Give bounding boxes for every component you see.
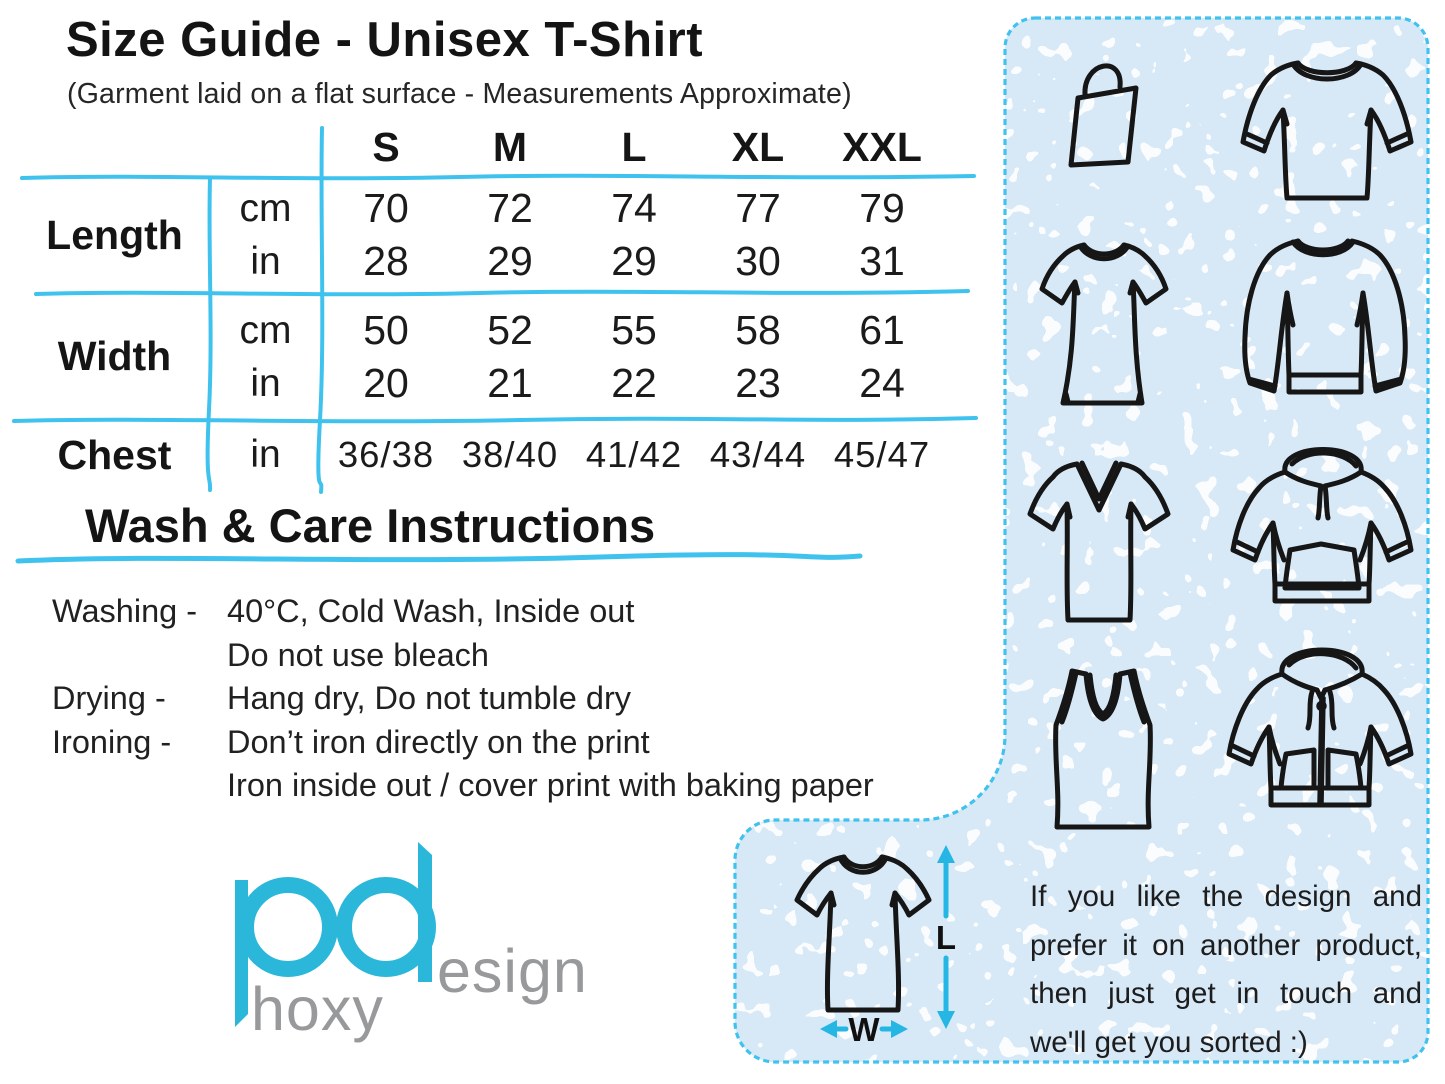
care-row-bleach	[52, 634, 874, 678]
width-in-xxl: 24	[859, 359, 905, 406]
chest-s: 36/38	[337, 434, 435, 475]
row-label-width: Width	[57, 333, 172, 379]
column-header-s: S	[372, 124, 400, 170]
length-in-m: 29	[487, 238, 533, 284]
care-text: Don’t iron directly on the print	[227, 723, 650, 760]
row-label-length: Length	[46, 211, 183, 258]
unit-in: in	[250, 361, 281, 405]
width-m	[448, 293, 572, 420]
care-text: Iron inside out / cover print with baking paper	[227, 767, 874, 804]
column-header-xxl: XXL	[842, 124, 922, 170]
logo-p-bowl	[246, 885, 330, 969]
care-instructions	[52, 590, 874, 808]
care-label: Drying -	[52, 680, 166, 717]
chest-m: 38/40	[461, 434, 559, 475]
note-line: If you like the design and	[1030, 880, 1422, 913]
row-label-chest: Chest	[57, 431, 172, 478]
logo-d-stem	[418, 842, 432, 982]
note-line: we'll get you sorted :)	[1030, 1025, 1308, 1059]
length-units	[207, 177, 324, 293]
width-units	[207, 293, 324, 420]
column-header-l: L	[621, 124, 647, 170]
unit-cm: cm	[239, 187, 292, 230]
logo-text-design: esign	[437, 937, 588, 1005]
care-label: Washing -	[52, 593, 198, 629]
width-xxl	[820, 293, 944, 420]
care-text: Do not use bleach	[227, 636, 489, 673]
width-s	[324, 293, 448, 420]
care-label	[52, 634, 227, 678]
care-row-drying	[52, 677, 874, 721]
length-in-l: 29	[611, 238, 657, 284]
width-in-l: 22	[611, 359, 657, 406]
logo-text-phoxy: hoxy	[251, 975, 384, 1043]
width-cm-xxl: 61	[859, 306, 905, 353]
unit-cm: cm	[239, 308, 292, 352]
length-cm-m: 72	[487, 185, 533, 231]
width-cm-xl: 58	[735, 306, 781, 353]
width-xl	[696, 293, 820, 420]
care-text: 40°C, Cold Wash, Inside out	[227, 593, 635, 629]
width-cm-l: 55	[611, 306, 657, 353]
width-cm-s: 50	[363, 306, 409, 353]
length-s	[324, 177, 448, 293]
length-cm-s: 70	[363, 185, 409, 231]
unit-in: in	[250, 240, 281, 283]
column-header-xl: XL	[731, 124, 785, 170]
length-in-s: 28	[363, 238, 409, 284]
care-row-iron-inside	[52, 764, 874, 808]
length-l	[572, 177, 696, 293]
care-row-washing	[52, 590, 874, 634]
care-label: Ironing -	[52, 723, 172, 760]
length-cm-xxl: 79	[859, 185, 905, 231]
care-heading: Wash & Care Instructions	[85, 499, 656, 552]
width-l	[572, 293, 696, 420]
page-title: Size Guide - Unisex T-Shirt	[66, 13, 704, 67]
width-in-s: 20	[363, 359, 409, 406]
length-in-xl: 30	[735, 238, 781, 284]
length-xl	[696, 177, 820, 293]
page-subtitle: (Garment laid on a flat surface - Measurements Approximate)	[67, 78, 852, 110]
length-in-xxl: 31	[859, 238, 905, 284]
care-text: Hang dry, Do not tumble dry	[227, 680, 632, 717]
care-label	[52, 764, 227, 808]
note-line: prefer it on another product,	[1030, 928, 1422, 962]
width-cm-m: 52	[487, 306, 533, 353]
table-corner-empty	[22, 115, 207, 177]
chest-xxl: 45/47	[833, 434, 931, 475]
length-xxl	[820, 177, 944, 293]
size-table	[22, 115, 944, 490]
contact-note	[1030, 873, 1422, 1067]
width-measure-label: W	[848, 1011, 880, 1048]
chest-l: 41/42	[585, 434, 683, 475]
chest-xl: 43/44	[709, 434, 807, 475]
length-m	[448, 177, 572, 293]
logo-d-bowl	[344, 885, 428, 969]
chest-unit: in	[250, 433, 281, 476]
care-row-ironing	[52, 721, 874, 765]
care-underline	[18, 555, 860, 561]
note-line: then just get in touch and	[1030, 977, 1422, 1011]
length-cm-l: 74	[611, 185, 657, 231]
column-header-m: M	[492, 124, 528, 170]
table-unit-header-empty	[207, 115, 324, 177]
width-in-m: 21	[487, 359, 533, 406]
width-in-xl: 23	[735, 359, 781, 406]
length-cm-xl: 77	[735, 185, 781, 231]
length-measure-label: L	[935, 919, 957, 956]
